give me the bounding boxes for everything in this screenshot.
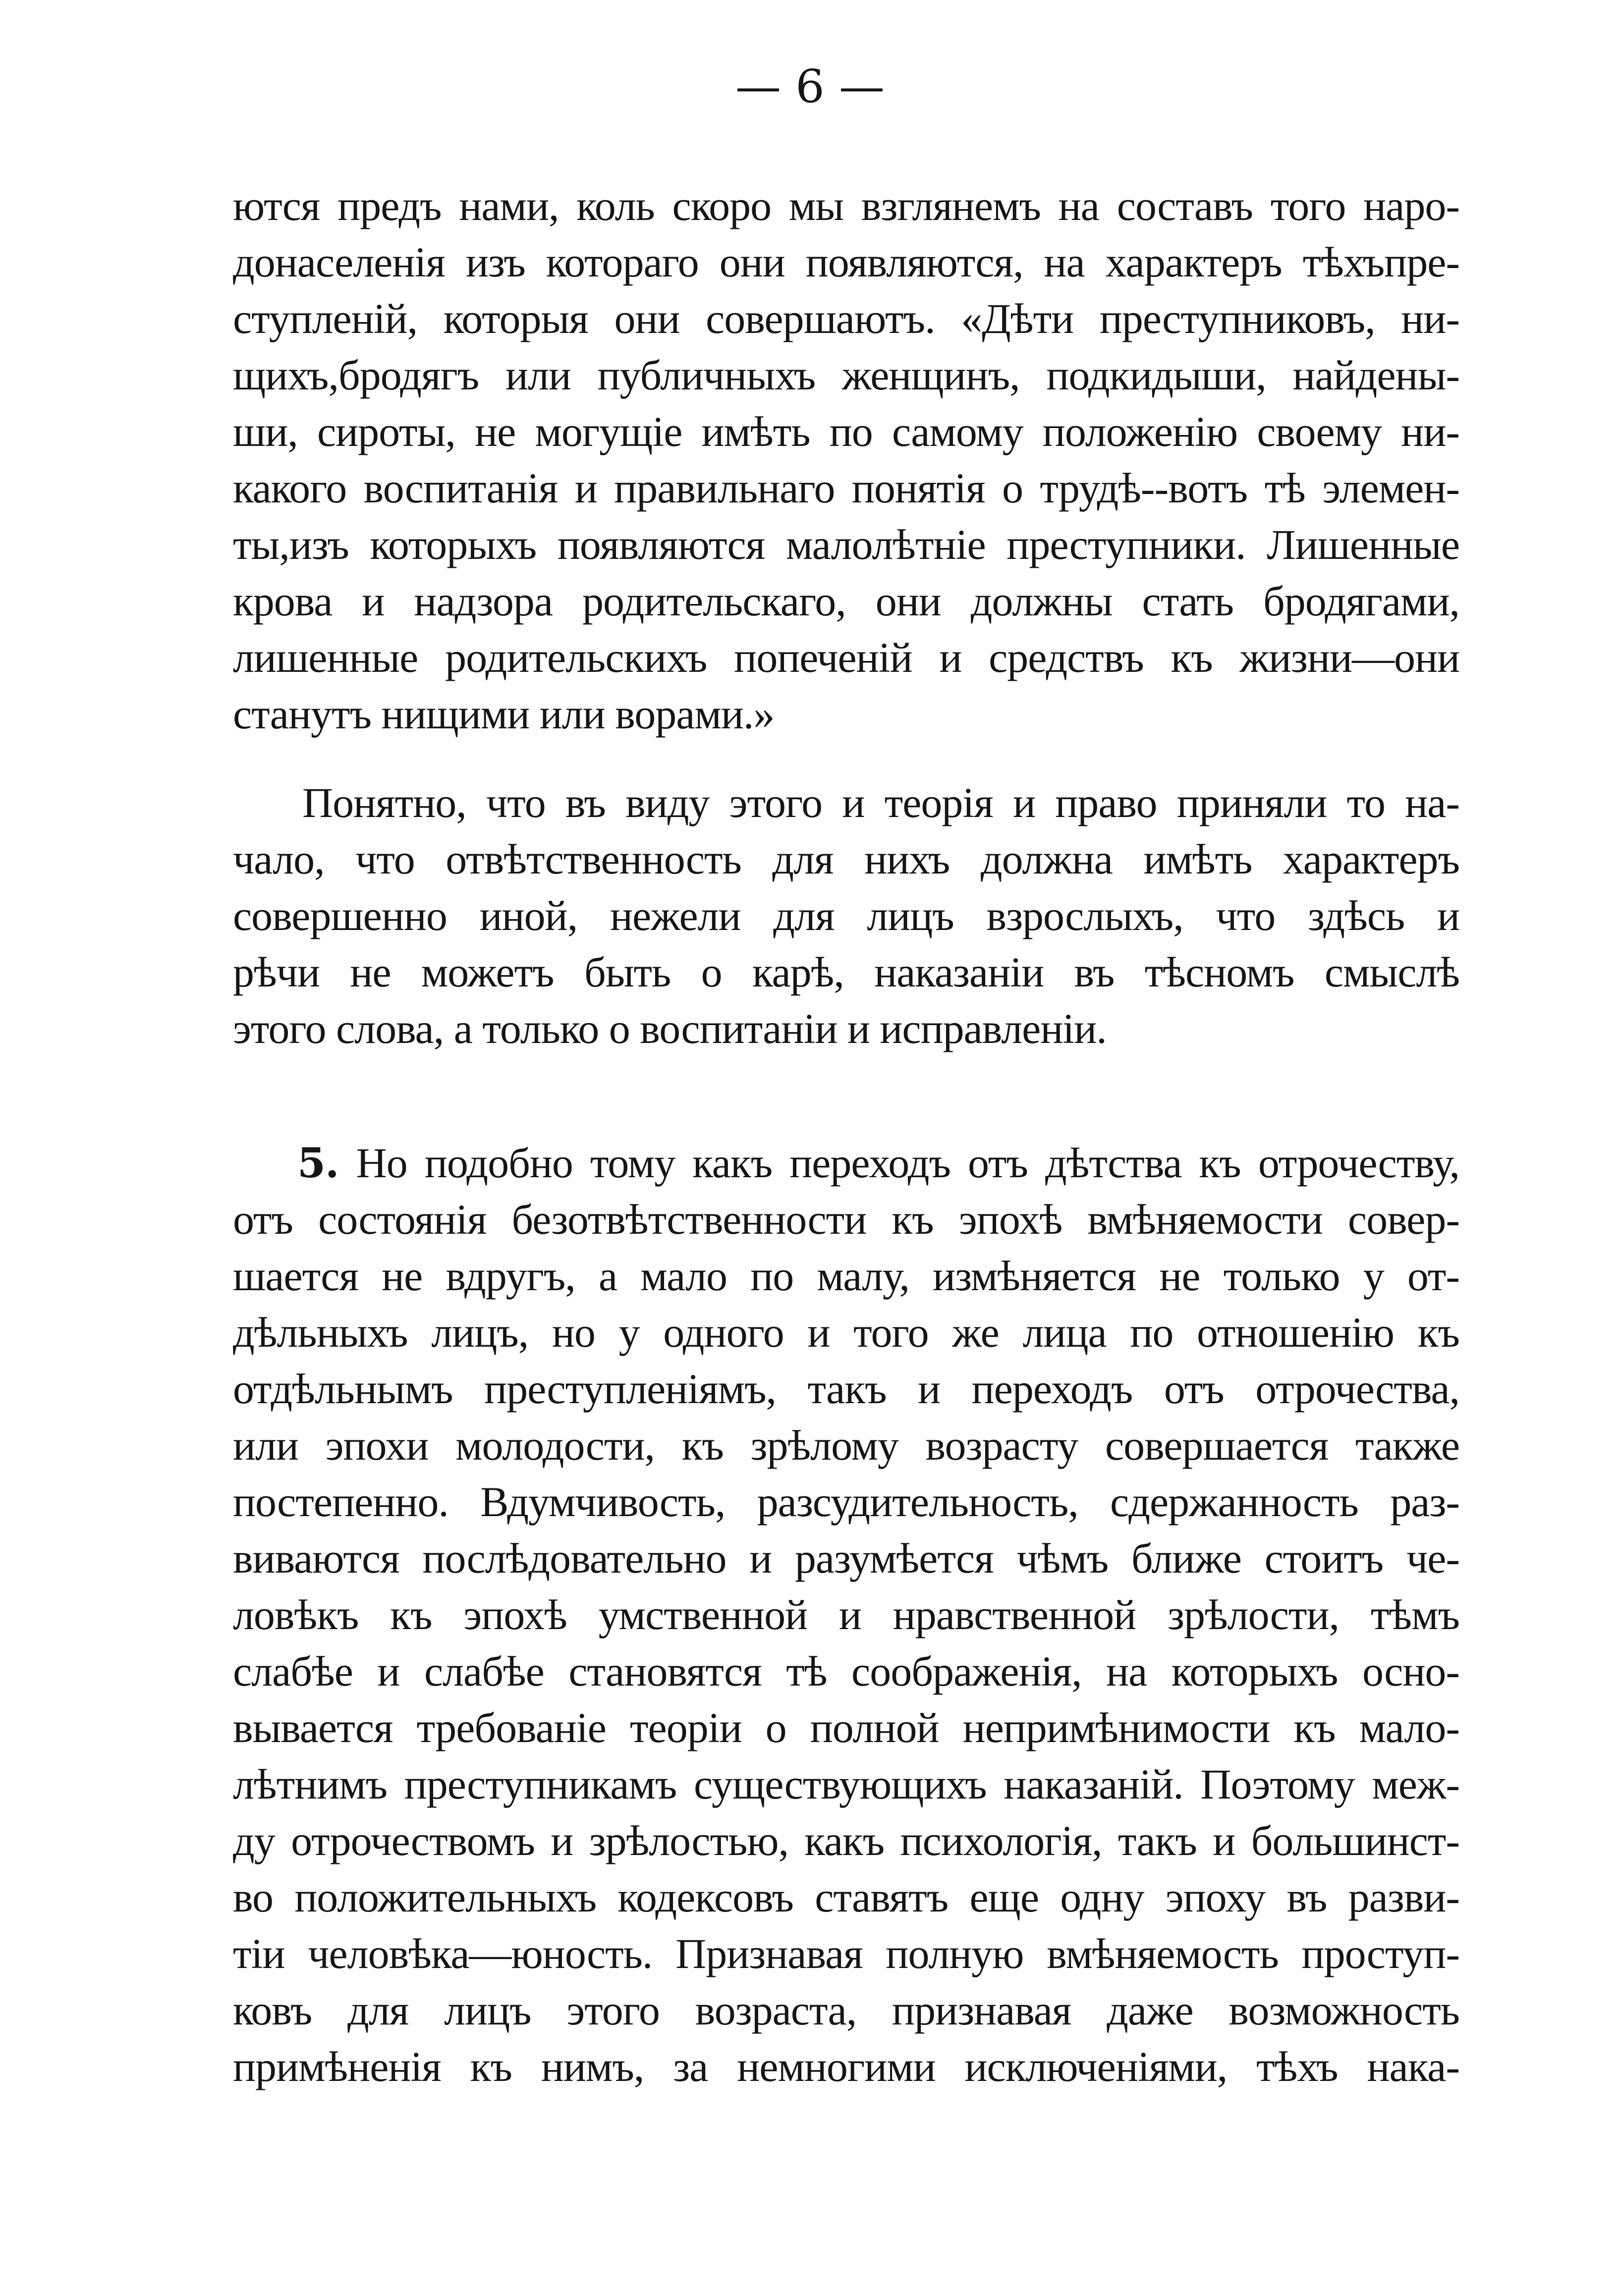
text-line: слабѣе и слабѣе становятся тѣ соображенія, на которыхъ осно-: [233, 1647, 1459, 1695]
text-line: донаселенія изъ котораго они появляются, на характеръ тѣхъпре-: [233, 238, 1459, 286]
page-number: — 6 —: [735, 60, 885, 113]
text-line: шается не вдругъ, а мало по малу, измѣняется не только у от-: [233, 1252, 1459, 1300]
text-line: вывается требованіе теоріи о полной непримѣнимости къ мало-: [233, 1704, 1459, 1751]
text-line: во положительныхъ кодексовъ ставятъ еще одну эпоху въ разви-: [233, 1873, 1459, 1921]
text-line: ловѣкъ къ эпохѣ умственной и нравственной зрѣлости, тѣмъ: [233, 1591, 1459, 1639]
text-line: совершенно иной, нежели для лицъ взрослыхъ, что здѣсь и: [233, 892, 1459, 939]
text-line: [233, 1135, 1459, 1191]
text-line: отдѣльнымъ преступленіямъ, такъ и переходъ отъ отрочества,: [233, 1365, 1459, 1413]
text-line: Понятно, что въ виду этого и теорія и право приняли то на-: [302, 779, 1459, 826]
text-line: крова и надзора родительскаго, они должны стать бродягами,: [233, 577, 1459, 625]
text-line: ты,изъ которыхъ появляются малолѣтніе преступники. Лишенные: [233, 521, 1459, 568]
text-line: станутъ нищими или ворами.»: [233, 690, 775, 738]
text-line: ются предъ нами, коль скоро мы взглянемъ на составъ того наро-: [233, 182, 1459, 229]
text-line: или эпохи молодости, къ зрѣлому возрасту совершается также: [233, 1421, 1459, 1469]
paragraph-3: [233, 1135, 1459, 2095]
section-number: 5.: [297, 1140, 339, 1187]
text-line: дѣльныхъ лицъ, но у одного и того же лица по отношенію къ: [233, 1309, 1459, 1356]
text-line: постепенно. Вдумчивость, разсудительность, сдержанность раз-: [233, 1478, 1459, 1526]
text-line: ши, сироты, не могущіе имѣть по самому положенію своему ни-: [233, 408, 1459, 455]
paragraph-1: [233, 177, 1459, 742]
text-line: тіи человѣка—юность. Признавая полную вмѣняемость проступ-: [233, 1930, 1459, 1977]
text-line: чало, что отвѣтственность для нихъ должна имѣть характеръ: [233, 835, 1459, 883]
text-line: этого слова, а только о воспитаніи и исправленіи.: [233, 1005, 1107, 1052]
text-line: какого воспитанія и правильнаго понятія о трудѣ--вотъ тѣ элемен-: [233, 464, 1459, 512]
text-line: примѣненія къ нимъ, за немногими исключеніями, тѣхъ нака-: [233, 2043, 1459, 2090]
text-line: ковъ для лицъ этого возраста, признавая даже возможность: [233, 1986, 1459, 2034]
text-line: виваются послѣдовательно и разумѣется чѣмъ ближе стоитъ че-: [233, 1534, 1459, 1582]
text-line: ду отрочествомъ и зрѣлостью, какъ психологія, такъ и большинст-: [233, 1817, 1459, 1864]
text-line: отъ состоянія безотвѣтственности къ эпохѣ вмѣняемости совер-: [233, 1196, 1459, 1243]
text-line: лѣтнимъ преступникамъ существующихъ наказаній. Поэтому меж-: [233, 1760, 1459, 1808]
text-line: ступленій, которыя они совершаютъ. «Дѣти преступниковъ, ни-: [233, 295, 1459, 342]
text-line: щихъ,бродягъ или публичныхъ женщинъ, подкидыши, найдены-: [233, 351, 1459, 399]
text-line: лишенные родительскихъ попеченій и средствъ къ жизни—они: [233, 634, 1459, 681]
text-line: рѣчи не можетъ быть о карѣ, наказаніи въ тѣсномъ смыслѣ: [233, 948, 1459, 996]
paragraph-2: [233, 774, 1459, 1057]
text-line-rest: Но подобно тому какъ переходъ отъ дѣтства къ отрочеству,: [356, 1139, 1459, 1187]
